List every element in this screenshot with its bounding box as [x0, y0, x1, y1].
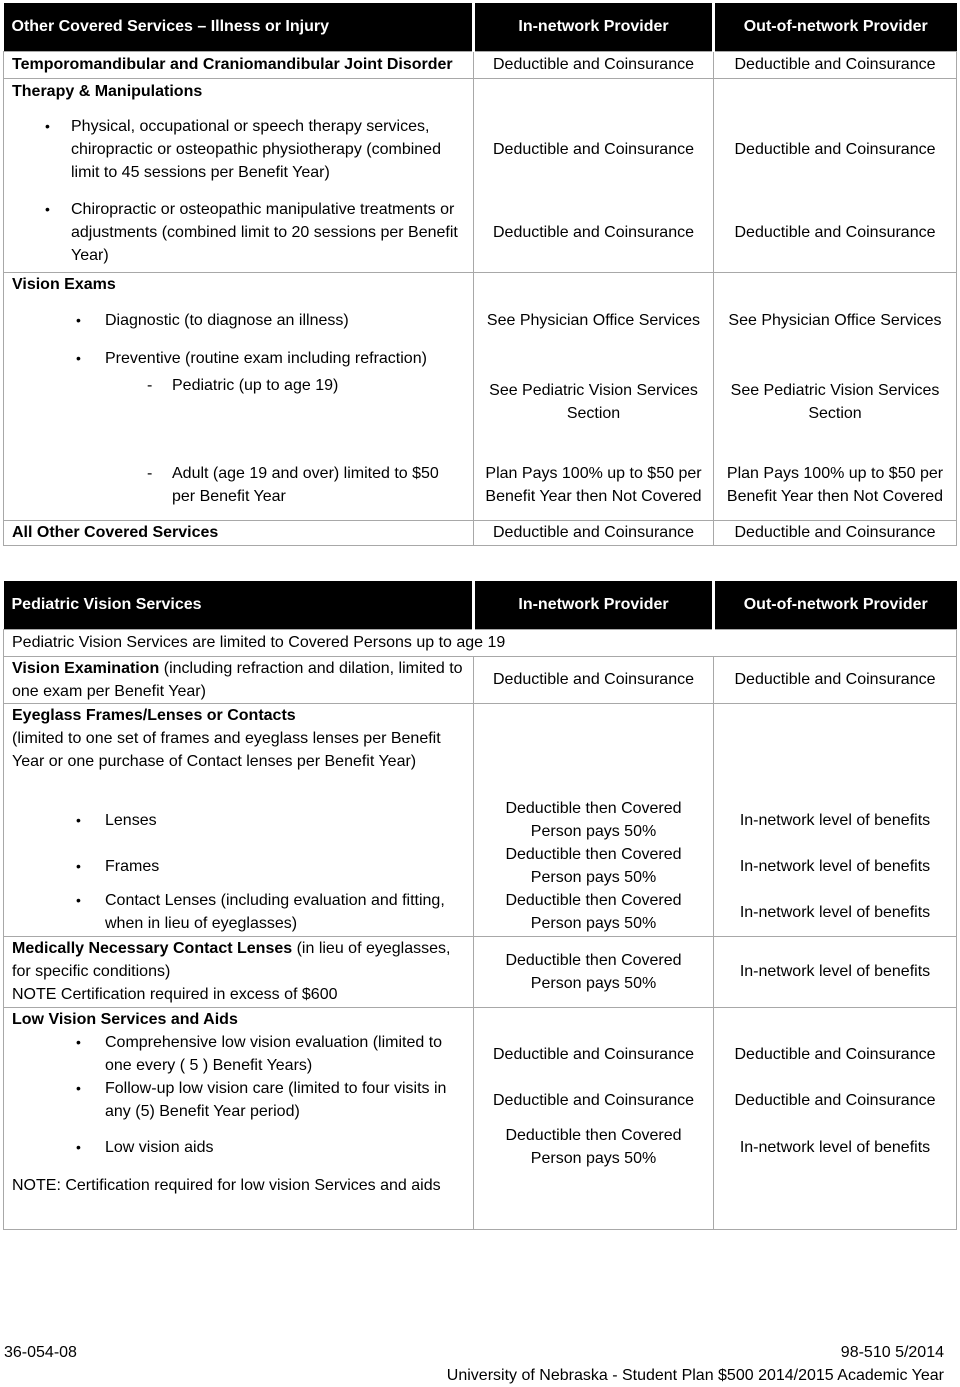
- intro-text: Pediatric Vision Services are limited to Covered Persons up to age 19: [4, 629, 957, 656]
- list-item: - Adult (age 19 and over) limited to $50 per Benefit Year: [12, 462, 465, 508]
- section-label: Low Vision Services and Aids: [12, 1010, 238, 1028]
- out-network-value: In-network level of benefits: [714, 936, 957, 1007]
- table-title: Pediatric Vision Services: [4, 581, 474, 629]
- out-network-header: Out-of-network Provider: [714, 581, 957, 629]
- table-row: [4, 1077, 957, 1123]
- table-row: [4, 1031, 957, 1077]
- table-row: [4, 1123, 957, 1171]
- note-text: NOTE: Certification required for low vision Services and aids: [4, 1171, 474, 1229]
- list-item: • Comprehensive low vision evaluation (limited to one every ( 5 ) Benefit Years): [12, 1031, 465, 1077]
- list-item: • Chiropractic or osteopathic manipulative treatments or adjustments (combined limit to 20 sessions per Benefit Year): [12, 198, 465, 267]
- table-row: [4, 104, 957, 194]
- table-row: [4, 703, 957, 797]
- form-revision: 98-510 5/2014: [840, 1344, 944, 1361]
- list-item: • Low vision aids: [12, 1136, 465, 1159]
- in-network-value: Deductible and Coinsurance: [474, 104, 714, 194]
- out-network-value: Plan Pays 100% up to $50 per Benefit Year then Not Covered: [714, 432, 957, 520]
- row-label: Temporomandibular and Craniomandibular Joint Disorder: [12, 56, 453, 73]
- section-label: Therapy & Manipulations: [12, 82, 203, 100]
- table-row: [4, 797, 957, 843]
- table-row: [4, 296, 957, 344]
- row-label-detail: (limited to one set of frames and eyeglass lenses per Benefit Year or one purchase of Contact lenses per Benefit Year): [12, 729, 441, 770]
- table-row: [4, 194, 957, 272]
- out-network-value: Deductible and Coinsurance: [714, 656, 957, 703]
- list-item: • Contact Lenses (including evaluation and fitting, when in lieu of eyeglasses): [12, 889, 465, 935]
- table-row: [4, 344, 957, 372]
- form-number: 36-054-08: [4, 1344, 77, 1361]
- in-network-value: Deductible then Covered Person pays 50%: [474, 1123, 714, 1171]
- out-network-value: In-network level of benefits: [714, 1123, 957, 1171]
- in-network-value: Deductible and Coinsurance: [474, 656, 714, 703]
- table-row: [4, 372, 957, 432]
- row-label-bold: Eyeglass Frames/Lenses or Contacts: [12, 706, 296, 724]
- in-network-value: See Pediatric Vision Services Section: [474, 372, 714, 432]
- table-row: [4, 843, 957, 889]
- table-row: [4, 889, 957, 936]
- table-row: [4, 629, 957, 656]
- list-item: • Lenses: [12, 809, 465, 832]
- out-network-value: Deductible and Coinsurance: [714, 194, 957, 272]
- out-network-value: See Pediatric Vision Services Section: [714, 372, 957, 432]
- out-network-value: Deductible and Coinsurance: [714, 1077, 957, 1123]
- list-item: • Frames: [12, 855, 465, 878]
- table-row: [4, 51, 957, 78]
- table-title: Other Covered Services – Illness or Injury: [4, 3, 474, 51]
- list-item: • Diagnostic (to diagnose an illness): [12, 309, 465, 332]
- in-network-header: In-network Provider: [474, 3, 714, 51]
- out-network-value: Deductible and Coinsurance: [714, 1031, 957, 1077]
- out-network-value: In-network level of benefits: [714, 843, 957, 889]
- in-network-value: Deductible and Coinsurance: [474, 520, 714, 545]
- table-row: [4, 78, 957, 104]
- table-row: [4, 1171, 957, 1229]
- list-item: • Physical, occupational or speech therapy services, chiropractic or osteopathic physiotherapy (combined limit to 45 sessions per Benefit Year): [12, 115, 465, 184]
- row-label: All Other Covered Services: [12, 524, 219, 541]
- row-label-bold: Vision Examination: [12, 659, 160, 677]
- table-row: [4, 432, 957, 520]
- in-network-value: Deductible then Covered Person pays 50%: [474, 843, 714, 889]
- out-network-value: Deductible and Coinsurance: [714, 51, 957, 78]
- plan-name: University of Nebraska - Student Plan $500 2014/2015 Academic Year: [446, 1367, 944, 1384]
- section-label: Vision Exams: [12, 275, 116, 293]
- in-network-value: Deductible then Covered Person pays 50%: [474, 889, 714, 936]
- row-label-detail: (including refraction and dilation, limited to one exam per Benefit Year): [12, 659, 463, 700]
- in-network-value: Deductible then Covered Person pays 50%: [474, 936, 714, 1007]
- row-label-detail: (in lieu of eyeglasses, for specific conditions): [12, 940, 451, 980]
- out-network-value: In-network level of benefits: [714, 797, 957, 843]
- table-row: [4, 520, 957, 545]
- in-network-value: Deductible and Coinsurance: [474, 1031, 714, 1077]
- in-network-value: See Physician Office Services: [474, 296, 714, 344]
- table-header: [4, 581, 957, 629]
- out-network-header: Out-of-network Provider: [714, 3, 957, 51]
- in-network-header: In-network Provider: [474, 581, 714, 629]
- row-label-bold: Medically Necessary Contact Lenses: [12, 940, 293, 957]
- list-item: - Pediatric (up to age 19): [12, 374, 465, 397]
- in-network-value: Deductible and Coinsurance: [474, 51, 714, 78]
- row-note: NOTE Certification required in excess of $600: [12, 986, 338, 1003]
- other-covered-services-table: [3, 3, 957, 546]
- table-row: [4, 656, 957, 703]
- list-item: • Preventive (routine exam including refraction): [12, 347, 465, 370]
- in-network-value: Deductible and Coinsurance: [474, 1077, 714, 1123]
- table-header: [4, 3, 957, 51]
- out-network-value: Deductible and Coinsurance: [714, 520, 957, 545]
- table-row: [4, 272, 957, 296]
- in-network-value: Deductible and Coinsurance: [474, 194, 714, 272]
- pediatric-vision-services-table: [3, 581, 957, 1230]
- out-network-value: Deductible and Coinsurance: [714, 104, 957, 194]
- out-network-value: See Physician Office Services: [714, 296, 957, 344]
- table-row: [4, 936, 957, 1007]
- list-item: • Follow-up low vision care (limited to four visits in any (5) Benefit Year period): [12, 1077, 465, 1123]
- in-network-value: Deductible then Covered Person pays 50%: [474, 797, 714, 843]
- out-network-value: In-network level of benefits: [714, 889, 957, 936]
- table-row: [4, 1007, 957, 1031]
- in-network-value: Plan Pays 100% up to $50 per Benefit Year then Not Covered: [474, 432, 714, 520]
